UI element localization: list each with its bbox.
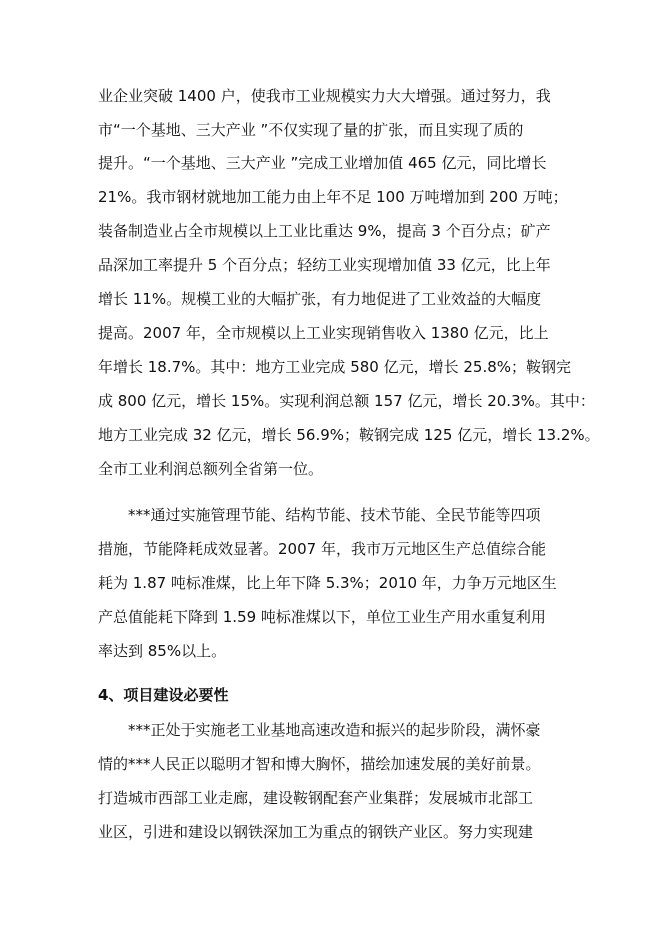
- paragraph-line: 措施，节能降耗成效显著。2007 年，我市万元地区生产总值综合能: [98, 540, 546, 558]
- paragraph-line: 情的***人民正以聪明才智和博大胸怀，描绘加速发展的美好前景。: [98, 755, 541, 773]
- paragraph-line: 打造城市西部工业走廊，建设鞍钢配套产业集群；发展城市北部工: [98, 789, 534, 807]
- section-heading: 4、项目建设必要性: [98, 686, 229, 704]
- paragraph-line: ***通过实施管理节能、结构节能、技术节能、全民节能等四项: [128, 506, 541, 524]
- paragraph-line: 装备制造业占全市规模以上工业比重达 9%，提高 3 个百分点；矿产: [98, 222, 551, 240]
- paragraph-line: 21%。我市钢材就地加工能力由上年不足 100 万吨增加到 200 万吨；: [98, 188, 568, 206]
- paragraph-line: 市“一个基地、三大产业 ”不仅实现了量的扩张，而且实现了质的: [98, 121, 524, 139]
- paragraph-line: ***正处于实施老工业基地高速改造和振兴的起步阶段，满怀豪: [128, 721, 541, 739]
- paragraph-line: 年增长 18.7%。其中：地方工业完成 580 亿元，增长 25.8%；鞍钢完: [98, 358, 572, 376]
- paragraph-line: 耗为 1.87 吨标准煤，比上年下降 5.3%；2010 年，力争万元地区生: [98, 574, 557, 592]
- paragraph-line: 业区，引进和建设以钢铁深加工为重点的钢铁产业区。努力实现建: [98, 823, 534, 841]
- paragraph-line: 品深加工率提升 5 个百分点；轻纺工业实现增加值 33 亿元，比上年: [98, 256, 551, 274]
- paragraph-line: 业企业突破 1400 户，使我市工业规模实力大大增强。通过努力，我: [98, 87, 551, 105]
- paragraph-line: 增长 11%。规模工业的大幅扩张，有力地促进了工业效益的大幅度: [98, 290, 542, 308]
- paragraph-line: 率达到 85%以上。: [98, 642, 227, 660]
- paragraph-line: 提升。“一个基地、三大产业 ”完成工业增加值 465 亿元，同比增长: [98, 154, 547, 172]
- paragraph-line: 成 800 亿元，增长 15%。实现利润总额 157 亿元，增长 20.3%。其中：: [98, 392, 595, 410]
- paragraph-line: 提高。2007 年，全市规模以上工业实现销售收入 1380 亿元，比上: [98, 324, 549, 342]
- paragraph-line: 产总值能耗下降到 1.59 吨标准煤以下，单位工业生产用水重复利用: [98, 608, 546, 626]
- paragraph-line: 全市工业利润总额列全省第一位。: [98, 460, 324, 478]
- paragraph-line: 地方工业完成 32 亿元，增长 56.9%；鞍钢完成 125 亿元，增长 13.2%。: [98, 426, 600, 444]
